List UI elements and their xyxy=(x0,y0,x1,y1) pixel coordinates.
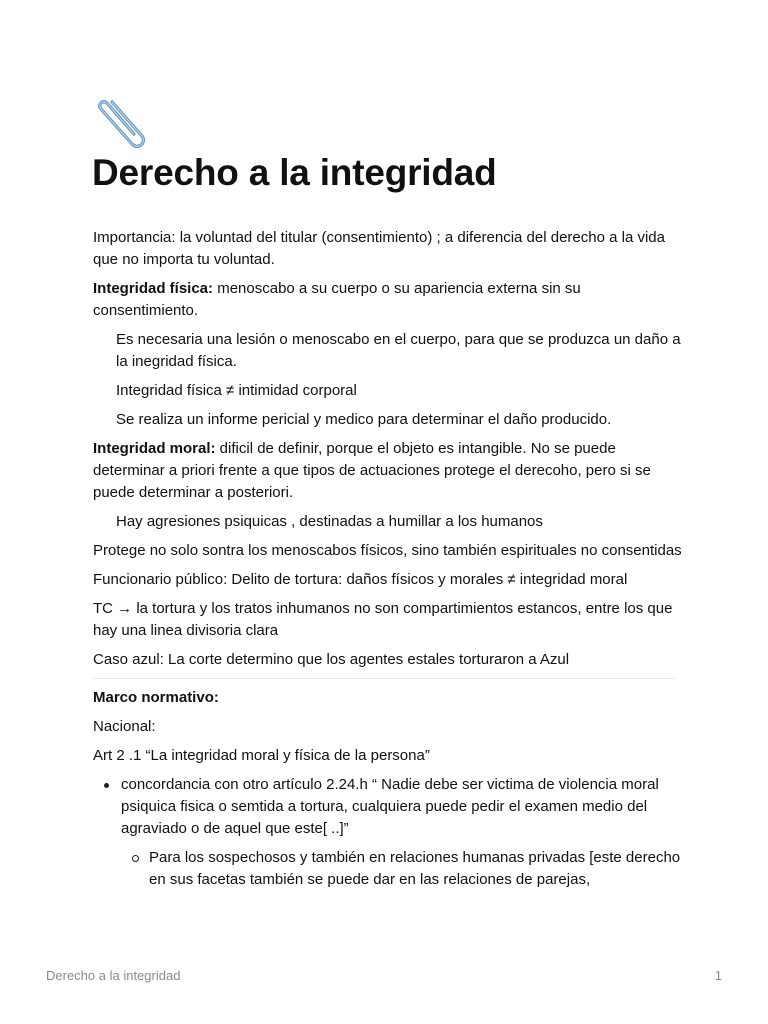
paragraph-protege: Protege no solo sontra los menoscabos físicos, sino también espirituales no consentidas xyxy=(93,542,682,559)
bullet-text: concordancia con otro artículo 2.24.h “ Nadie debe ser victima de violencia moral psiquica fisica o semtida a tortura, cualquiera puede pedir el examen medio del agraviado o de aquel que este[ ..]” xyxy=(121,776,659,837)
page-title: Derecho a la integridad xyxy=(92,152,497,193)
paragraph-intimidad: Integridad física ≠ intimidad corporal xyxy=(116,382,357,399)
paragraph-caso-azul: Caso azul: La corte determino que los agentes estales torturaron a Azul xyxy=(93,651,570,668)
paragraph-art: Art 2 .1 “La integridad moral y física de la persona” xyxy=(93,747,430,764)
list-item xyxy=(93,774,683,891)
marco-normativo-label: Marco normativo: xyxy=(93,689,219,706)
paragraph-funcionario: Funcionario público: Delito de tortura: daños físicos y morales ≠ integridad moral xyxy=(93,571,628,588)
label-integridad-moral: Integridad moral: xyxy=(93,440,216,457)
paperclip-icon xyxy=(92,94,152,148)
paragraph-integridad-moral xyxy=(93,438,683,504)
text-integridad-moral: dificil de definir, porque el objeto es intangible. No se puede determinar a priori frente a que tipos de actuaciones protege el derecoho, pero si se puede determinar a posteriori. xyxy=(93,440,651,501)
label-integridad-fisica: Integridad física: xyxy=(93,280,214,297)
paragraph-integridad-fisica xyxy=(93,278,683,322)
bullet-list xyxy=(93,774,683,891)
paragraph-lesion: Es necesaria una lesión o menoscabo en el cuerpo, para que se produzca un daño a la inegridad física. xyxy=(116,331,681,370)
paragraph-nacional: Nacional: xyxy=(93,718,156,735)
footer-title: Derecho a la integridad xyxy=(46,968,181,983)
document-body xyxy=(93,227,683,898)
paragraph-importancia: Importancia: la voluntad del titular (consentimiento) ; a diferencia del derecho a la vida que no importa tu voluntad. xyxy=(93,229,665,268)
page-number: 1 xyxy=(714,968,722,983)
list-item: Para los sospechosos y también en relaciones humanas privadas [este derecho en sus facetas también se puede dar en las relaciones de parejas, xyxy=(121,847,683,891)
paragraph-informe: Se realiza un informe pericial y medico para determinar el daño producido. xyxy=(116,411,612,428)
divider xyxy=(93,678,675,679)
sub-bullet-list xyxy=(121,847,683,891)
paragraph-tc: TC → la tortura y los tratos inhumanos no son compartimientos estancos, entre los que hay una linea divisoria clara xyxy=(93,600,673,639)
text-integridad-fisica: menoscabo a su cuerpo o su apariencia externa sin su consentimiento. xyxy=(93,280,581,319)
paragraph-agresiones: Hay agresiones psiquicas , destinadas a humillar a los humanos xyxy=(116,513,543,530)
heading-marco-normativo xyxy=(93,687,683,709)
